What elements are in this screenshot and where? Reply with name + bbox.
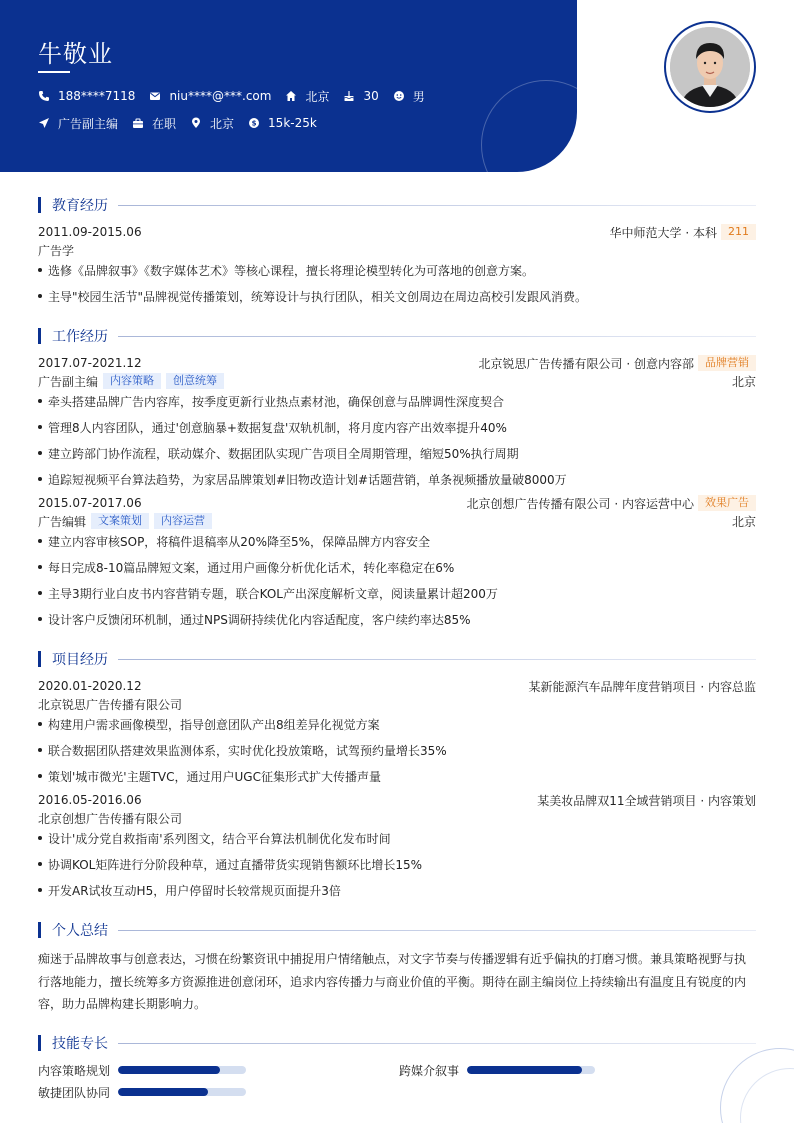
summary-text: 痴迷于品牌故事与创意表达，习惯在纷繁资讯中捕捉用户情绪触点，对文字节奏与传播逻辑有近乎偏执的打磨习惯。兼具策略视野与执行落地能力，擅长统筹多方资源推进创意闭环，追求内容传播力与商业价值的平衡。期待在副主编岗位上持续输出有温度且有锐度的内容，助力品牌构建长期影响力。 (38, 952, 747, 1011)
skill-tag: 内容运营 (154, 513, 212, 529)
skill-level-bar (118, 1066, 246, 1074)
section-title-text: 工作经历 (52, 329, 108, 345)
name-underline (38, 71, 70, 73)
section-title-text: 项目经历 (52, 652, 108, 668)
position-info (38, 115, 118, 131)
company-name: 北京创想广告传播有限公司 · 内容运营中心 (466, 496, 694, 511)
project-header-row (38, 792, 756, 808)
list-item: 管理8人内容团队，通过'创意脑暴+数据复盘'双轨机制，将月度内容产出效率提升40% (38, 419, 756, 435)
bullet-dot (38, 565, 42, 569)
project-name: 某新能源汽车品牌年度营销项目 · 内容总监 (528, 679, 756, 694)
job-title: 广告副主编 (38, 374, 99, 389)
project-name: 某美妆品牌双11全域营销项目 · 内容策划 (537, 793, 756, 808)
project-period: 2020.01-2020.12 (38, 679, 142, 693)
project-header-row (38, 678, 756, 694)
cake-icon (343, 90, 355, 102)
phone-icon (38, 90, 50, 102)
skill-name: 内容策略规划 (38, 1063, 111, 1078)
email-text: niu****@***.com (169, 89, 272, 103)
section-rule (118, 336, 756, 337)
contact-row (38, 88, 439, 104)
gender-text: 男 (412, 89, 425, 104)
section-rule (118, 659, 756, 660)
gender-info (393, 88, 425, 104)
list-item: 主导"校园生活节"品牌视觉传播策划，统筹设计与执行团队，相关文创周边在周边高校引发跟风消费。 (38, 288, 756, 304)
skill-tag: 创意统筹 (166, 373, 224, 389)
section-bar (38, 922, 41, 938)
avatar-frame (664, 21, 756, 113)
skill-item (38, 1084, 246, 1100)
bullet-dot (38, 836, 42, 840)
bullet-dot (38, 294, 42, 298)
skill-level-bar (467, 1066, 595, 1074)
section-bar (38, 328, 41, 344)
section-rule (118, 205, 756, 206)
skill-name: 跨媒介叙事 (399, 1063, 460, 1078)
city-info (190, 115, 234, 131)
section-title-text: 教育经历 (52, 198, 108, 214)
section-rule (118, 1043, 756, 1044)
section-title-work (38, 327, 756, 345)
job-intent-row (38, 115, 331, 131)
skill-level-fill (118, 1066, 220, 1074)
bullet-dot (38, 748, 42, 752)
work-period: 2017.07-2021.12 (38, 356, 142, 370)
bullet-dot (38, 774, 42, 778)
list-item: 开发AR试妆互动H5，用户停留时长较常规页面提升3倍 (38, 882, 756, 898)
briefcase-icon (132, 117, 144, 129)
avatar (670, 27, 750, 107)
list-item: 设计客户反馈闭环机制，通过NPS调研持续优化内容适配度，客户续约率达85% (38, 611, 756, 627)
email-info (149, 88, 271, 104)
skill-item (399, 1062, 595, 1078)
bullet-dot (38, 425, 42, 429)
phone-text: 188****7118 (58, 89, 136, 103)
skill-tag: 文案策划 (91, 513, 149, 529)
salary-info (248, 115, 317, 131)
project-period: 2016.05-2016.06 (38, 793, 142, 807)
bullet-dot (38, 477, 42, 481)
work-header-row (38, 495, 756, 511)
pin-icon (190, 117, 202, 129)
list-item: 联合数据团队搭建效果监测体系，实时优化投放策略，试驾预约量增长35% (38, 742, 756, 758)
industry-badge: 效果广告 (698, 495, 756, 511)
section-bar (38, 197, 41, 213)
list-item: 策划'城市微光'主题TVC，通过用户UGC征集形式扩大传播声量 (38, 768, 756, 784)
age-text: 30 (363, 89, 379, 103)
section-title-education (38, 196, 756, 214)
section-title-project (38, 650, 756, 668)
list-item: 追踪短视频平台算法趋势，为家居品牌策划#旧物改造计划#话题营销，单条视频播放量破8000万 (38, 471, 756, 487)
mail-icon (149, 90, 161, 102)
phone-info (38, 88, 135, 104)
work-role-row (38, 373, 756, 389)
list-item: 构建用户需求画像模型，指导创意团队产出8组差异化视觉方案 (38, 716, 756, 732)
project-company-row (38, 696, 756, 712)
skill-tag: 内容策略 (103, 373, 161, 389)
work-city: 北京 (731, 374, 756, 389)
coin-icon (248, 117, 260, 129)
bullet-dot (38, 399, 42, 403)
svg-text:$: $ (251, 119, 257, 128)
major-name: 广告学 (38, 243, 75, 258)
list-item: 每日完成8-10篇品牌短文案，通过用户画像分析优化话术，转化率稳定在6% (38, 559, 756, 575)
section-title-text: 个人总结 (52, 923, 108, 939)
bullet-dot (38, 617, 42, 621)
section-rule (118, 930, 756, 931)
work-period: 2015.07-2017.06 (38, 496, 142, 510)
bullet-dot (38, 268, 42, 272)
section-title-summary (38, 921, 756, 939)
work-role-row (38, 513, 756, 529)
job-title: 广告编辑 (38, 514, 87, 529)
section-title-text: 技能专长 (52, 1036, 108, 1052)
target-position-text: 广告副主编 (58, 116, 119, 131)
city-text: 北京 (210, 116, 235, 131)
school-name: 华中师范大学 · 本科 (609, 225, 717, 240)
salary-text: 15k-25k (268, 116, 317, 130)
section-title-skills (38, 1034, 756, 1052)
list-item: 建立内容审核SOP，将稿件退稿率从20%降至5%，保障品牌方内容安全 (38, 533, 756, 549)
location-info (285, 88, 329, 104)
gender-icon (393, 90, 405, 102)
project-company: 北京锐思广告传播有限公司 (38, 697, 183, 712)
list-item: 牵头搭建品牌广告内容库，按季度更新行业热点素材池，确保创意与品牌调性深度契合 (38, 393, 756, 409)
bullet-dot (38, 539, 42, 543)
section-bar (38, 1035, 41, 1051)
education-major-row (38, 242, 756, 258)
skill-level-bar (118, 1088, 246, 1096)
list-item: 主导3期行业白皮书内容营销专题，联合KOL产出深度解析文章，阅读量累计超200万 (38, 585, 756, 601)
section-bar (38, 651, 41, 667)
school-badge: 211 (721, 224, 756, 240)
skill-level-fill (467, 1066, 582, 1074)
list-item: 建立跨部门协作流程，联动媒介、数据团队实现广告项目全周期管理，缩短50%执行周期 (38, 445, 756, 461)
skill-item (38, 1062, 246, 1078)
education-period: 2011.09-2015.06 (38, 225, 142, 239)
status-text: 在职 (152, 116, 177, 131)
work-city: 北京 (731, 514, 756, 529)
list-item: 选修《品牌叙事》《数字媒体艺术》等核心课程，擅长将理论模型转化为可落地的创意方案。 (38, 262, 756, 278)
list-item: 设计'成分党自救指南'系列图文，结合平台算法机制优化发布时间 (38, 830, 756, 846)
age-info (343, 88, 378, 104)
bullet-dot (38, 862, 42, 866)
list-item: 协调KOL矩阵进行分阶段种草，通过直播带货实现销售额环比增长15% (38, 856, 756, 872)
project-company-row (38, 810, 756, 826)
bullet-dot (38, 451, 42, 455)
home-icon (285, 90, 297, 102)
bullet-dot (38, 722, 42, 726)
bullet-dot (38, 888, 42, 892)
company-name: 北京锐思广告传播有限公司 · 创意内容部 (478, 356, 694, 371)
send-icon (38, 117, 50, 129)
status-info (132, 115, 176, 131)
location-text: 北京 (305, 89, 330, 104)
resume-header (0, 0, 577, 172)
education-header-row (38, 224, 756, 240)
bullet-dot (38, 591, 42, 595)
decorative-circle (481, 80, 577, 172)
candidate-name: 牛敬业 (38, 40, 113, 68)
work-header-row (38, 355, 756, 371)
skill-level-fill (118, 1088, 208, 1096)
project-company: 北京创想广告传播有限公司 (38, 811, 183, 826)
industry-badge: 品牌营销 (698, 355, 756, 371)
skill-name: 敏捷团队协同 (38, 1085, 111, 1100)
